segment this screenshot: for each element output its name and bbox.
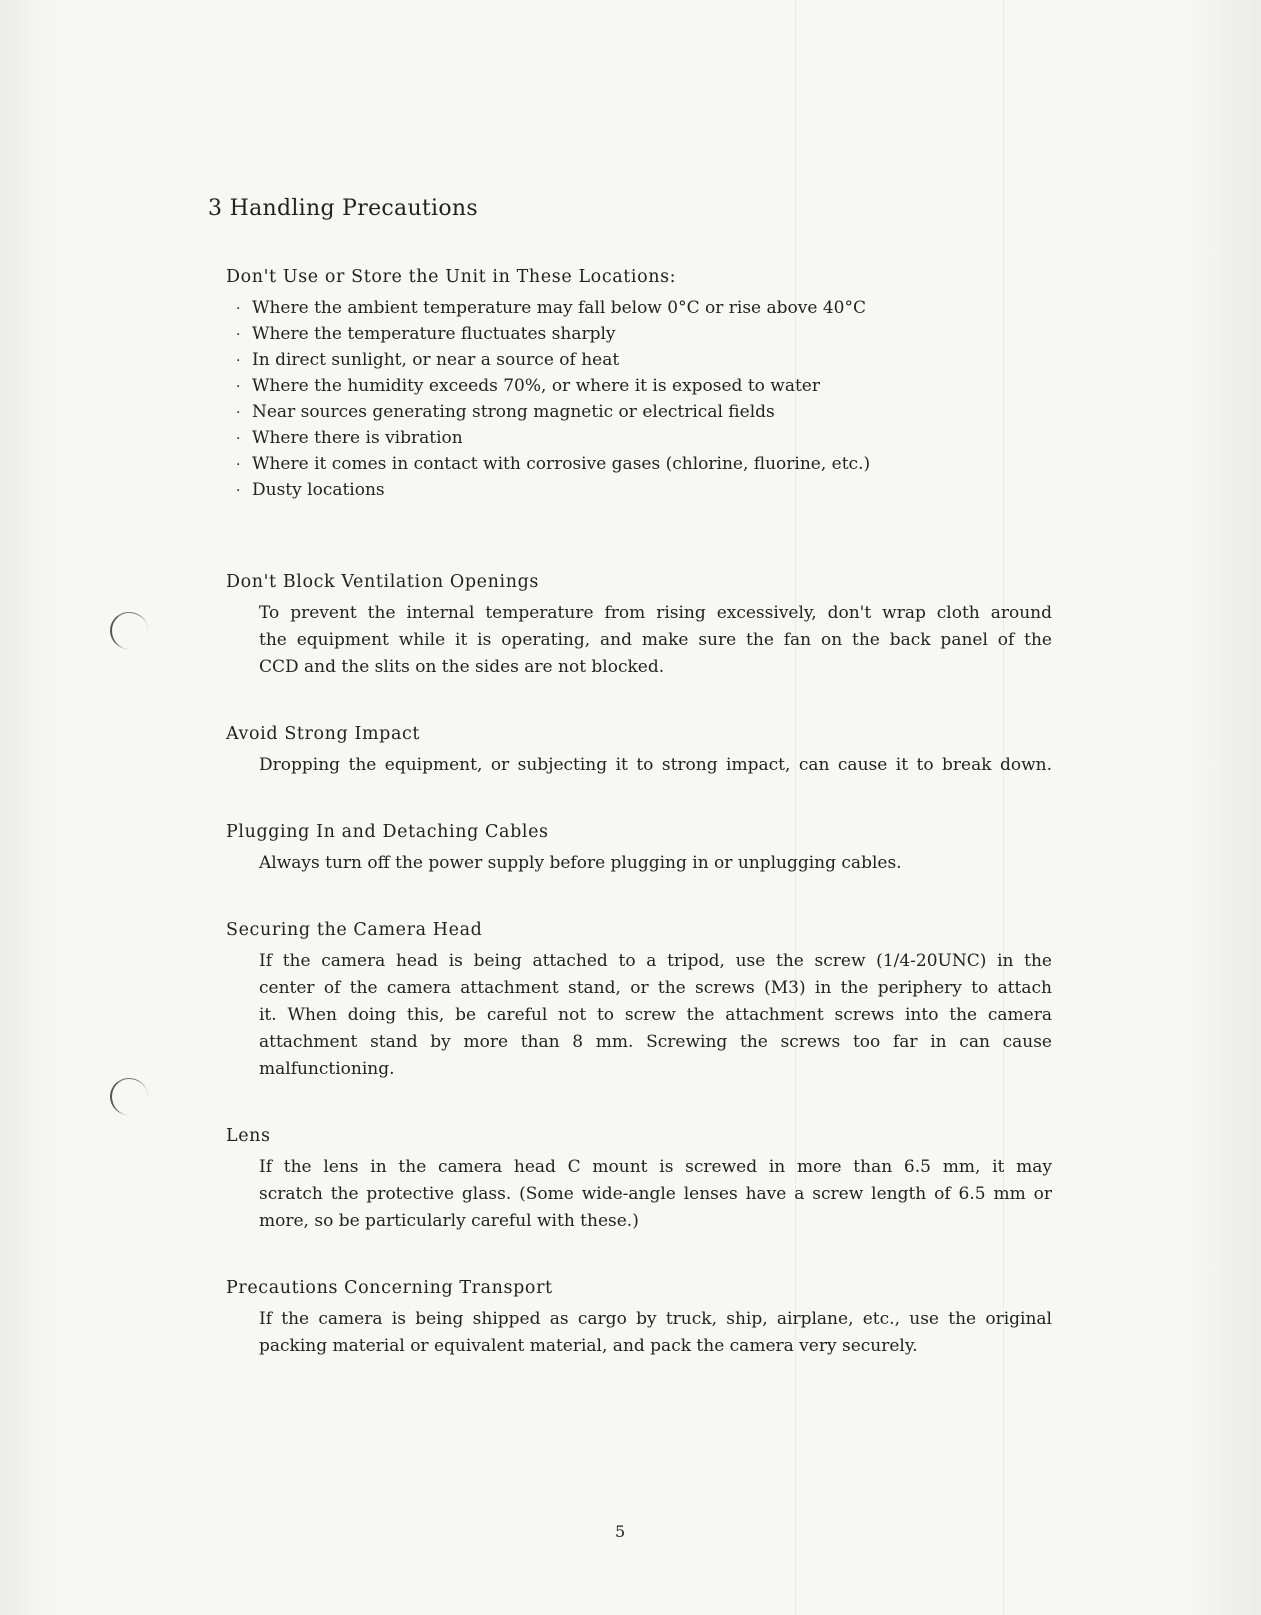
location-item-text: Where the ambient temperature may fall below 0°C or rise above 40°C <box>252 298 866 318</box>
location-item: · Near sources generating strong magnetic or electrical fields <box>236 402 775 422</box>
paragraph-line: packing material or equivalent material, and pack the camera very securely. <box>259 1336 918 1356</box>
paragraph-line: attachment stand by more than 8 mm. Screwing the screws too far in can cause <box>259 1032 1052 1052</box>
location-item: · Where the humidity exceeds 70%, or where it is exposed to water <box>236 376 820 396</box>
cables-heading: Plugging In and Detaching Cables <box>226 822 549 842</box>
location-item-text: Where there is vibration <box>252 428 463 448</box>
location-item-text: Dusty locations <box>252 480 385 500</box>
paragraph-line: Dropping the equipment, or subjecting it to strong impact, can cause it to break down. <box>259 755 1052 775</box>
camera-head-heading: Securing the Camera Head <box>226 920 483 940</box>
locations-heading: Don't Use or Store the Unit in These Locations: <box>226 267 677 287</box>
location-item-text: Near sources generating strong magnetic or electrical fields <box>252 402 775 422</box>
transport-heading: Precautions Concerning Transport <box>226 1278 553 1298</box>
paragraph-line: If the camera is being shipped as cargo by truck, ship, airplane, etc., use the original <box>259 1309 1052 1329</box>
paragraph-line: CCD and the slits on the sides are not blocked. <box>259 657 665 677</box>
paragraph-line: center of the camera attachment stand, or the screws (M3) in the periphery to attach <box>259 978 1052 998</box>
location-item: · Where it comes in contact with corrosive gases (chlorine, fluorine, etc.) <box>236 454 871 474</box>
section-title: 3 Handling Precautions <box>208 196 478 221</box>
paragraph-line: If the lens in the camera head C mount is screwed in more than 6.5 mm, it may <box>259 1157 1052 1177</box>
lens-heading: Lens <box>226 1126 271 1146</box>
location-item-text: Where the temperature fluctuates sharply <box>252 324 616 344</box>
location-item: · Where there is vibration <box>236 428 463 448</box>
page-number: 5 <box>615 1522 626 1541</box>
location-item: · Where the ambient temperature may fall below 0°C or rise above 40°C <box>236 298 866 318</box>
location-item: · In direct sunlight, or near a source of heat <box>236 350 620 370</box>
paragraph-line: malfunctioning. <box>259 1059 395 1079</box>
location-item: · Where the temperature fluctuates sharply <box>236 324 616 344</box>
ventilation-heading: Don't Block Ventilation Openings <box>226 572 539 592</box>
paragraph-line: To prevent the internal temperature from rising excessively, don't wrap cloth around <box>259 603 1052 623</box>
paragraph-line: If the camera head is being attached to a tripod, use the screw (1/4-20UNC) in the <box>259 951 1052 971</box>
location-item-text: In direct sunlight, or near a source of heat <box>252 350 620 370</box>
paragraph-line: the equipment while it is operating, and make sure the fan on the back panel of the <box>259 630 1052 650</box>
paragraph-line: it. When doing this, be careful not to screw the attachment screws into the camera <box>259 1005 1052 1025</box>
location-item: · Dusty locations <box>236 480 385 500</box>
paragraph-line: more, so be particularly careful with these.) <box>259 1211 639 1231</box>
paragraph-line: scratch the protective glass. (Some wide-angle lenses have a screw length of 6.5 mm or <box>259 1184 1052 1204</box>
paragraph-line: Always turn off the power supply before plugging in or unplugging cables. <box>259 853 902 873</box>
impact-heading: Avoid Strong Impact <box>226 724 421 744</box>
location-item-text: Where it comes in contact with corrosive gases (chlorine, fluorine, etc.) <box>252 454 871 474</box>
location-item-text: Where the humidity exceeds 70%, or where it is exposed to water <box>252 376 820 396</box>
